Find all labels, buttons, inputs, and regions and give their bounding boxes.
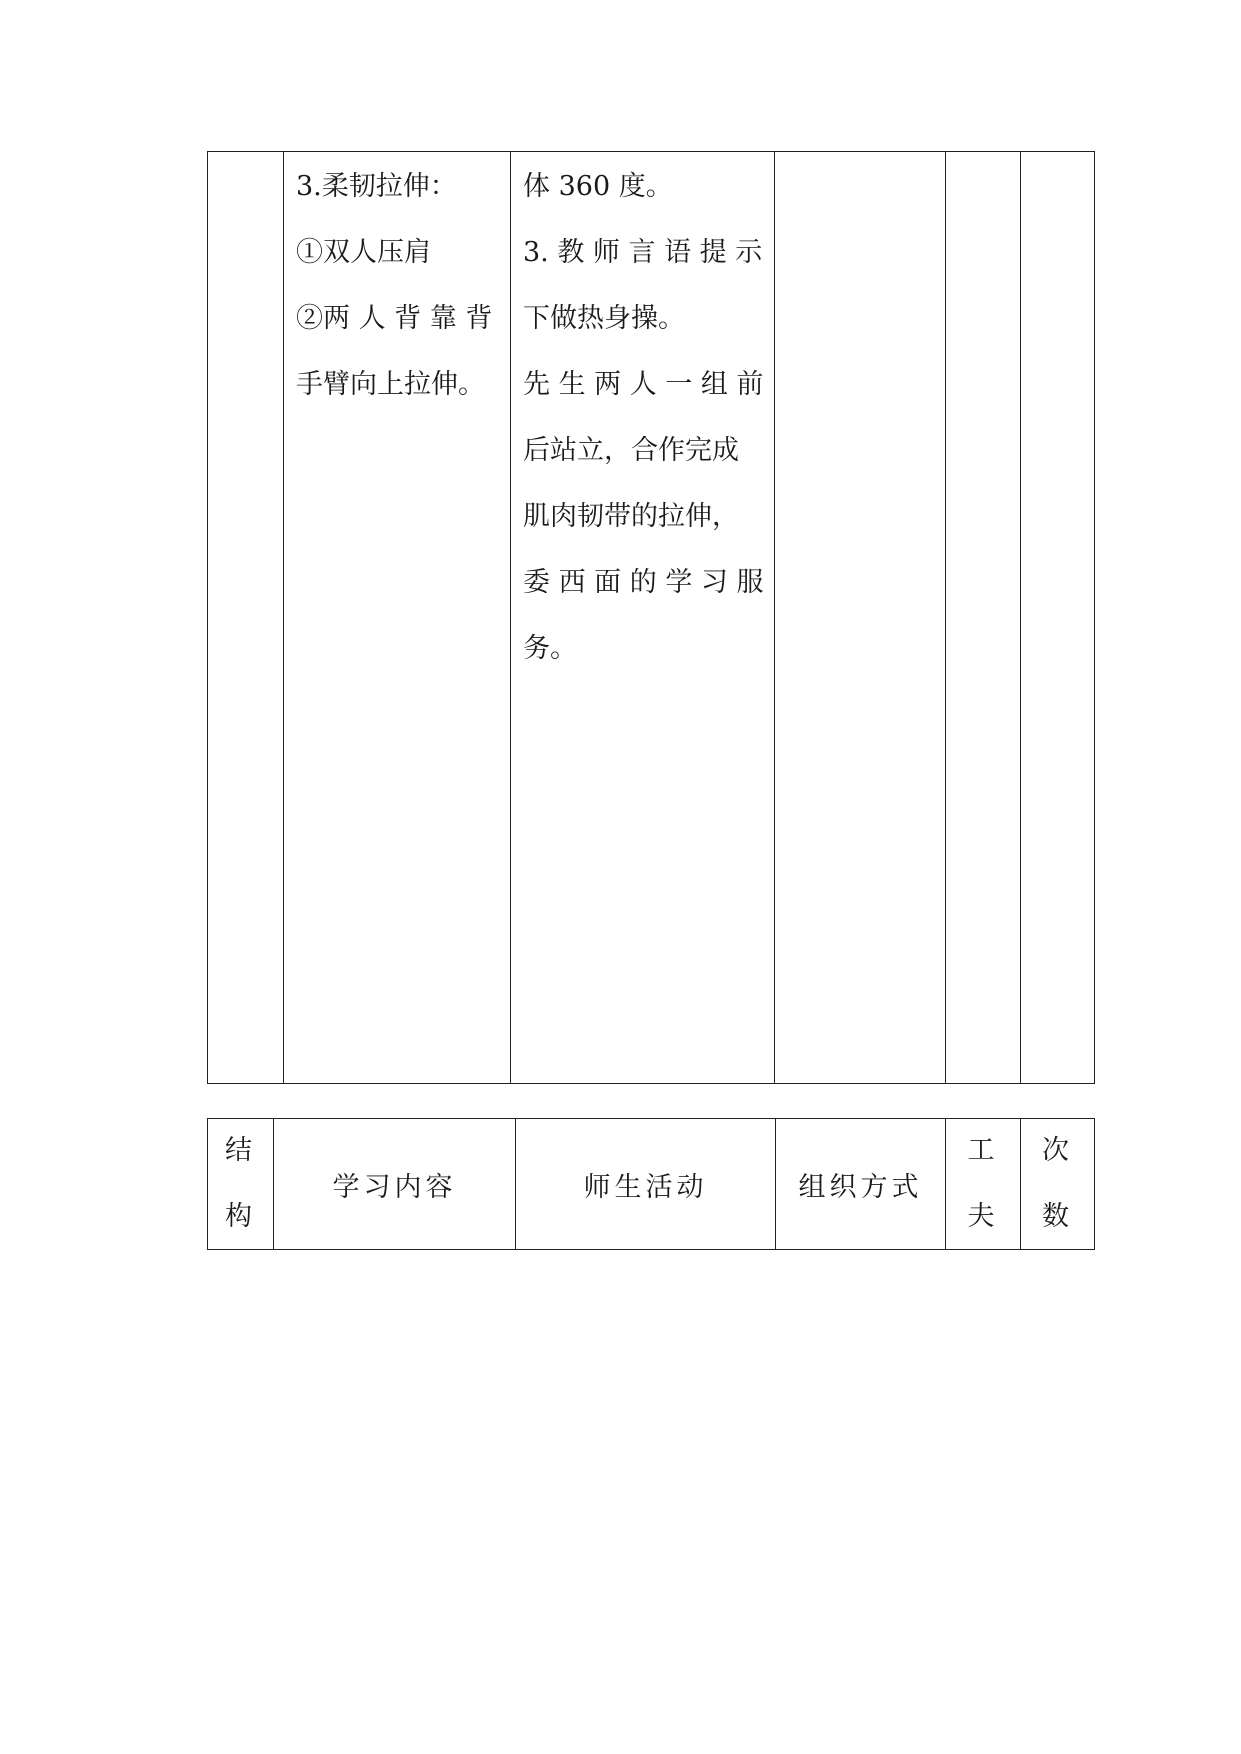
activity-line: 后站立，合作完成 [523, 435, 739, 466]
lesson-plan-header-table [207, 1118, 1095, 1250]
content-line: ②两 人 背 靠 背 [296, 303, 493, 334]
header-count: 次 数 [1021, 1119, 1095, 1250]
structure-cell [208, 152, 284, 1084]
activity-line: 3. 教 师 言 语 提 示 [523, 237, 763, 268]
teacher-student-activity-cell [511, 152, 775, 1084]
activity-line: 务。 [523, 633, 577, 664]
lesson-plan-table-continued [207, 151, 1095, 1084]
header-teacher-student-activity: 师生活动 [516, 1119, 776, 1250]
content-line: 手臂向上拉伸。 [296, 369, 485, 400]
header-organization-method: 组织方式 [776, 1119, 946, 1250]
header-time: 工 夫 [946, 1119, 1021, 1250]
header-row [208, 1119, 1095, 1250]
content-line: 3.柔韧拉伸： [296, 171, 457, 202]
table-row [208, 152, 1095, 1084]
activity-line: 先 生 两 人 一 组 前 [523, 369, 764, 400]
activity-line: 体 360 度。 [523, 171, 673, 202]
content-line: ①双人压肩 [296, 237, 431, 268]
learning-content-cell [284, 152, 511, 1084]
activity-line: 肌肉韧带的拉伸， [523, 501, 739, 532]
organization-cell [775, 152, 946, 1084]
activity-line: 委 西 面 的 学 习 服 [523, 567, 764, 598]
count-cell [1021, 152, 1095, 1084]
time-cell [946, 152, 1021, 1084]
header-learning-content: 学习内容 [274, 1119, 516, 1250]
header-structure: 结 构 [208, 1119, 274, 1250]
activity-line: 下做热身操。 [523, 303, 685, 334]
